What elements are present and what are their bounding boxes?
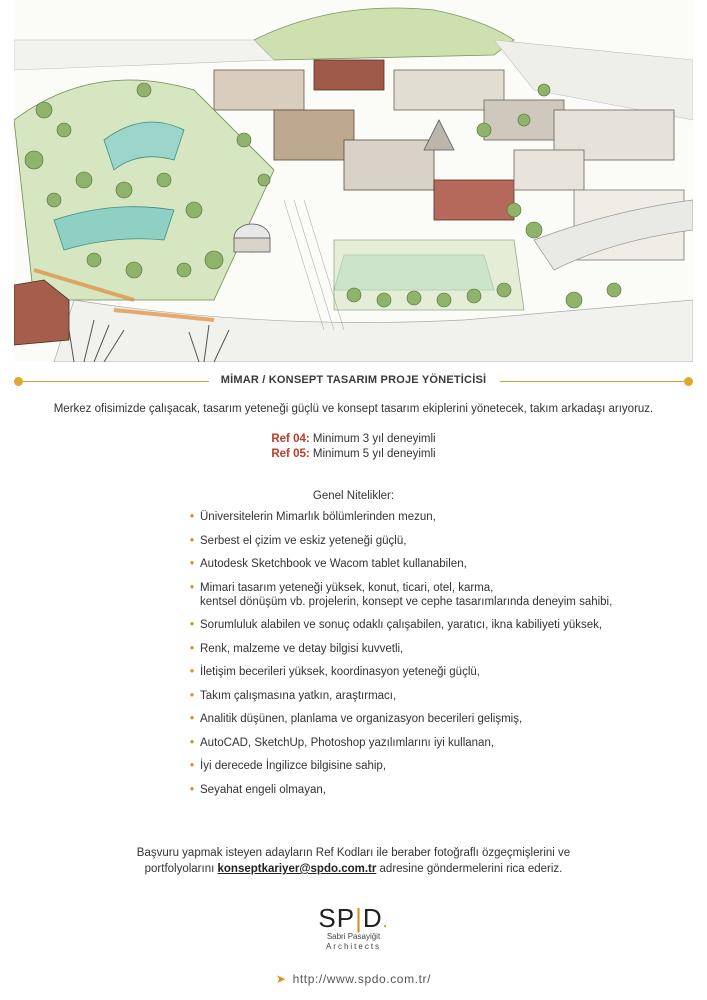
list-item: • Serbest el çizim ve eskiz yeteneği güçlü, xyxy=(190,534,407,547)
list-item: • AutoCAD, SketchUp, Photoshop yazılımlarını iyi kullanan, xyxy=(190,736,495,749)
list-item: • Takım çalışmasına yatkın, araştırmacı, xyxy=(190,689,397,702)
application-instructions xyxy=(0,845,707,877)
section-title-row xyxy=(14,372,693,392)
bullet-icon: • xyxy=(190,713,195,725)
bullet-icon: • xyxy=(190,736,195,749)
logo-mark: SP|D. xyxy=(318,903,389,933)
email-link[interactable]: konseptkariyer@spdo.com.tr xyxy=(217,863,377,875)
bullet-icon: • xyxy=(190,689,195,702)
hero-illustration xyxy=(14,0,693,362)
ref-05: Ref 05: Minimum 5 yıl deneyimli xyxy=(271,448,436,460)
bullet-icon: • xyxy=(190,619,195,631)
list-item: • Mimari tasarım yeteneği yüksek, konut, ticari, otel, karma, kentsel dönüşüm vb. projelerin, konsept ve cephe tasarımlarında deneyim sahibi, xyxy=(190,581,613,608)
bullet-icon: • xyxy=(190,666,195,678)
urban-design-sketch xyxy=(14,0,693,362)
list-item: • İyi derecede İngilizce bilgisine sahip, xyxy=(190,760,387,772)
qualifications-heading: Genel Nitelikler: xyxy=(312,490,395,502)
website-link[interactable]: ➤ http://www.spdo.com.tr/ xyxy=(275,972,432,986)
bullet-icon: • xyxy=(190,511,195,523)
qualifications-list xyxy=(190,510,612,806)
list-item: • Sorumluluk alabilen ve sonuç odaklı çalışabilen, yaratıcı, ikna kabiliyeti yüksek, xyxy=(190,619,603,631)
title-dot-right-icon xyxy=(684,377,693,386)
ref-04: Ref 04: Minimum 3 yıl deneyimli xyxy=(271,433,436,445)
list-item: • Renk, malzeme ve detay bilgisi kuvvetli, xyxy=(190,642,404,655)
bullet-icon: • xyxy=(190,534,195,547)
bullet-icon: • xyxy=(190,783,195,796)
intro-text: Merkez ofisimizde çalışacak, tasarım yeteneği güçlü ve konsept tasarım ekiplerini yönetecek, takım arkadaşı arıyoruz. xyxy=(53,403,654,415)
bullet-icon: • xyxy=(190,760,195,772)
list-item: • Üniversitelerin Mimarlık bölümlerinden mezun, xyxy=(190,511,436,523)
list-item: • İletişim becerileri yüksek, koordinasyon yeteneği güçlü, xyxy=(190,666,480,678)
company-logo xyxy=(0,903,707,952)
bullet-icon: • xyxy=(190,642,195,655)
cursor-arrow-icon: ➤ xyxy=(275,972,287,986)
bullet-icon: • xyxy=(190,581,195,594)
list-item: • Autodesk Sketchbook ve Wacom tablet kullanabilen, xyxy=(190,558,467,570)
apply-line-2: portfolyolarını konseptkariyer@spdo.com.tr adresine göndermelerini rica ederiz. xyxy=(144,863,563,875)
bullet-icon: • xyxy=(190,558,195,570)
logo-name: Sabri Pasayiğit xyxy=(326,932,381,941)
ref-codes xyxy=(0,432,707,462)
logo-tagline: Architects xyxy=(325,942,382,951)
list-item: • Analitik düşünen, planlama ve organizasyon becerileri gelişmiş, xyxy=(190,713,523,725)
title-line-right xyxy=(500,381,684,382)
list-item: • Seyahat engeli olmayan, xyxy=(190,783,326,796)
apply-line-1: Başvuru yapmak isteyen adayların Ref Kodları ile beraber fotoğraflı özgeçmişlerini ve xyxy=(136,847,571,859)
job-title: MİMAR / KONSEPT TASARIM PROJE YÖNETİCİSİ xyxy=(220,374,487,386)
